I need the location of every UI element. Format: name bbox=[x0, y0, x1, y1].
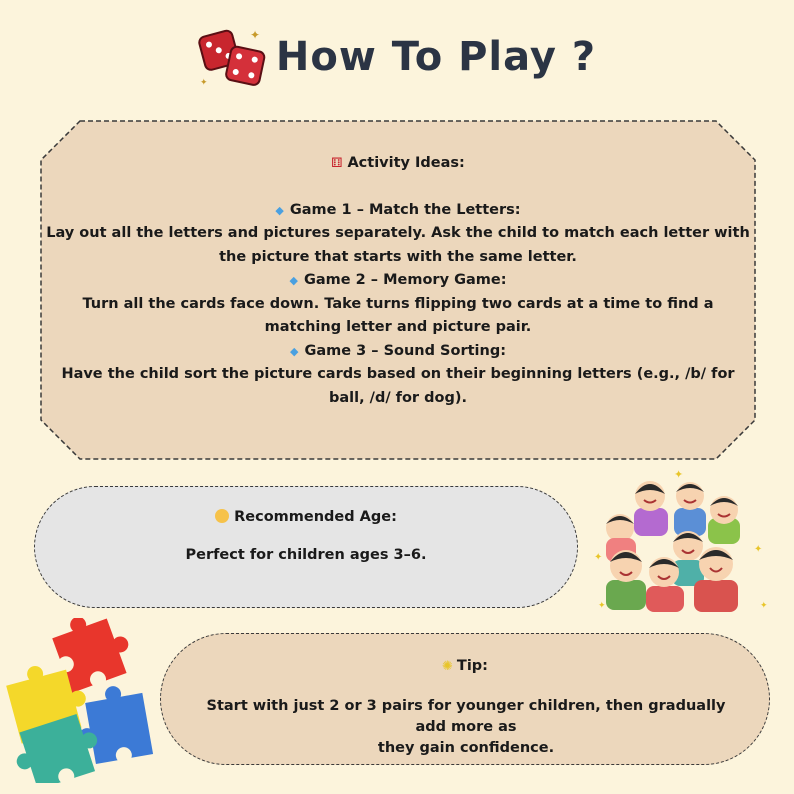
page-title: How To Play ? bbox=[275, 34, 597, 80]
game-3-title: ◆ Game 3 – Sound Sorting: bbox=[289, 342, 507, 359]
game-3-description-line-1: Have the child sort the picture cards based on their beginning letters (e.g., /b/ for bbox=[61, 366, 735, 382]
blue-diamond-icon: ◆ bbox=[289, 344, 299, 358]
recommended-age-panel bbox=[34, 486, 578, 608]
svg-text:✦: ✦ bbox=[754, 544, 763, 555]
svg-text:✦: ✦ bbox=[199, 78, 208, 88]
dice-icon bbox=[198, 25, 268, 89]
tip-heading: ✺ Tip: bbox=[442, 658, 488, 674]
game-2-description-line-2: matching letter and picture pair. bbox=[264, 319, 532, 335]
svg-text:✦: ✦ bbox=[760, 601, 768, 611]
game-2-title: ◆ Game 2 – Memory Game: bbox=[289, 272, 507, 288]
age-text: Perfect for children ages 3–6. bbox=[185, 547, 427, 563]
game-3-description-line-2: ball, /d/ for dog). bbox=[328, 389, 467, 406]
tip-text: Start with just 2 or 3 pairs for younger children, then gradually add more as they gain confidence. bbox=[206, 698, 726, 756]
baby-face-icon bbox=[215, 509, 229, 523]
game-1-description-line-1: Lay out all the letters and pictures separately. Ask the child to match each letter with bbox=[46, 225, 750, 241]
age-heading: Recommended Age: bbox=[35, 509, 577, 525]
blue-diamond-icon: ◆ bbox=[289, 274, 298, 287]
game-2-description-line-1: Turn all the cards face down. Take turns flipping two cards at a time to find a bbox=[82, 295, 714, 312]
activity-heading: ⚅ Activity Ideas: bbox=[331, 155, 465, 171]
tip-panel bbox=[160, 633, 770, 765]
svg-text:✦: ✦ bbox=[598, 601, 606, 611]
lightbulb-icon: ✺ bbox=[442, 659, 453, 674]
cheering-children-illustration bbox=[590, 468, 770, 616]
game-1-description-line-2: the picture that starts with the same letter. bbox=[219, 248, 577, 265]
svg-text:✦: ✦ bbox=[249, 28, 260, 42]
header bbox=[0, 22, 794, 92]
activity-ideas-panel bbox=[40, 120, 756, 460]
svg-text:✦: ✦ bbox=[674, 468, 684, 481]
die-icon: ⚅ bbox=[331, 156, 343, 171]
svg-text:✦: ✦ bbox=[594, 552, 603, 563]
puzzle-pieces-illustration bbox=[6, 618, 156, 783]
blue-diamond-icon: ◆ bbox=[275, 203, 284, 217]
game-1-title: ◆ Game 1 – Match the Letters: bbox=[275, 201, 521, 218]
